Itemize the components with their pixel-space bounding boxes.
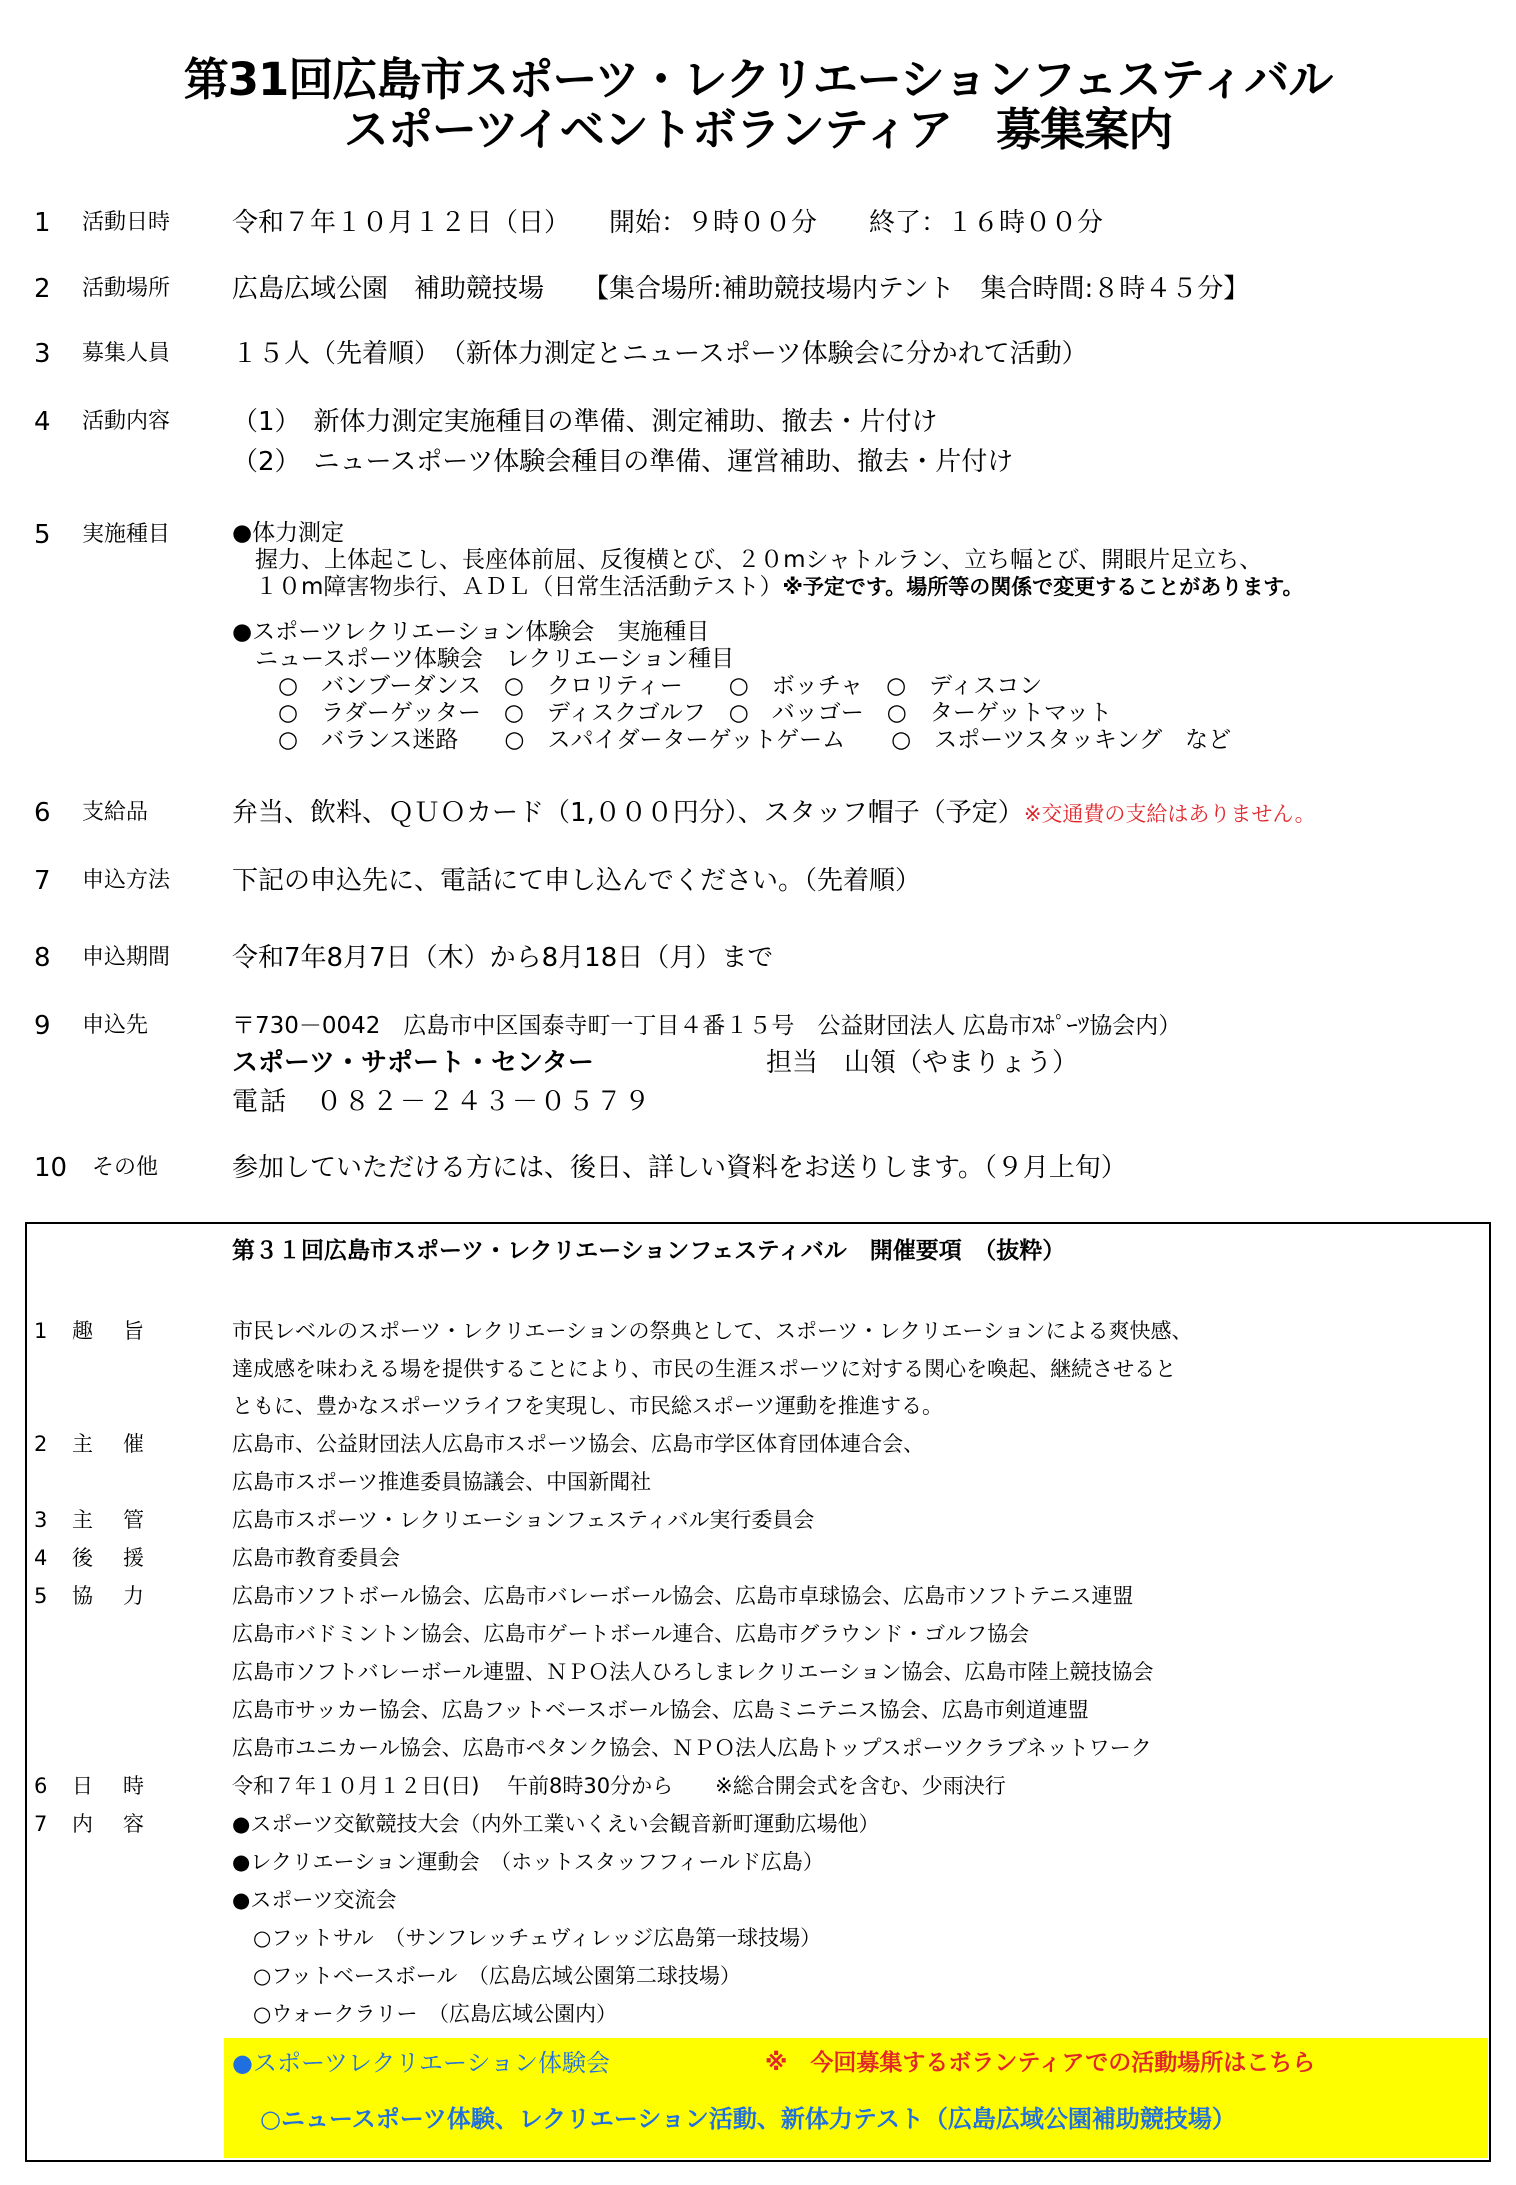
item-label: 活動日時 bbox=[82, 210, 171, 235]
box-row-value: ともに、豊かなスポーツライフを実現し、市民総スポーツ運動を推進する。 bbox=[232, 1394, 944, 1418]
item-label: 申込期間 bbox=[82, 945, 171, 970]
item-label: 実施種目 bbox=[82, 522, 171, 547]
events-line: 握力、上体起こし、長座体前屈、反復横とび、２０mシャトルラン、立ち幅とび、開眼片足立ち、 bbox=[232, 547, 1263, 573]
box-row-value: 広島市教育委員会 bbox=[232, 1546, 400, 1570]
box-row-label: 後援 bbox=[72, 1546, 174, 1570]
box-row-value: 広島市ソフトボール協会、広島市バレーボール協会、広島市卓球協会、広島市ソフトテニス連盟 bbox=[232, 1584, 1134, 1608]
box-row-number: 2 bbox=[34, 1432, 48, 1456]
box-row-value: ●レクリエーション運動会 （ホットスタッフフィールド広島） bbox=[232, 1850, 824, 1874]
box-row-number: 5 bbox=[34, 1584, 48, 1608]
box-row-value: 達成感を味わえる場を提供することにより、市民の生涯スポーツに対する関心を喚起、継続させると bbox=[232, 1357, 1177, 1381]
item-value: 令和7年8月7日（木）から8月18日（月）まで bbox=[232, 943, 774, 973]
events-line: ○ バランス迷路 ○ スパイダーターゲットゲーム ○ スポーツスタッキング など bbox=[232, 727, 1232, 753]
box-row-value: 市民レベルのスポーツ・レクリエーションの祭典として、スポーツ・レクリエーションによる爽快感、 bbox=[232, 1319, 1193, 1343]
box-row-label: 日時 bbox=[72, 1774, 174, 1798]
box-row-value: 広島市、公益財団法人広島市スポーツ協会、広島市学区体育団体連合会、 bbox=[232, 1432, 925, 1456]
item-number: 10 bbox=[34, 1153, 68, 1183]
box-row-value: 広島市ユニカール協会、広島市ペタンク協会、ＮＰＯ法人広島トップスポーツクラブネットワーク bbox=[232, 1736, 1152, 1760]
box-row-number: 4 bbox=[34, 1546, 48, 1570]
contact-address: 〒730－0042 広島市中区国泰寺町一丁目４番１５号 公益財団法人 広島市ｽﾎﾟｰﾂ協会内） bbox=[232, 1013, 1182, 1039]
events-line bbox=[232, 574, 1304, 601]
item-label: 申込先 bbox=[82, 1013, 149, 1038]
item-label: 支給品 bbox=[82, 800, 149, 825]
item-value: （2） ニュースポーツ体験会種目の準備、運営補助、撤去・片付け bbox=[232, 447, 1014, 477]
box-row-value: 広島市スポーツ・レクリエーションフェスティバル実行委員会 bbox=[232, 1508, 815, 1532]
box-row-value: 広島市ソフトバレーボール連盟、ＮＰＯ法人ひろしまレクリエーション協会、広島市陸上競技協会 bbox=[232, 1660, 1154, 1684]
box-title: 第３１回広島市スポーツ・レクリエーションフェスティバル 開催要項 （抜粋） bbox=[232, 1238, 1066, 1264]
box-row-label: 協力 bbox=[72, 1584, 174, 1608]
item-number: 5 bbox=[34, 520, 51, 550]
events-line: ○ バンブーダンス ○ クロリティー ○ ボッチャ ○ ディスコン bbox=[232, 673, 1043, 699]
item-value: （1） 新体力測定実施種目の準備、測定補助、撤去・片付け bbox=[232, 407, 938, 437]
events-line: ○ ラダーゲッター ○ ディスクゴルフ ○ バッゴー ○ ターゲットマット bbox=[232, 700, 1112, 726]
item-value: １５人（先着順） （新体力測定とニュースポーツ体験会に分かれて活動） bbox=[232, 339, 1088, 369]
highlight-detail: ○ニュースポーツ体験、レクリエーション活動、新体力テスト（広島広域公園補助競技場） bbox=[260, 2105, 1236, 2133]
contact-phone: 電話 ０８２－２４３－０５７９ bbox=[232, 1087, 653, 1117]
box-row-value: ●スポーツ交流会 bbox=[232, 1888, 397, 1912]
item-label: 活動内容 bbox=[82, 409, 171, 434]
highlight-note: ※ 今回募集するボランティアでの活動場所はこちら bbox=[765, 2050, 1316, 2076]
supplies-note: ※交通費の支給はありません。 bbox=[1023, 802, 1316, 826]
box-row-number: 1 bbox=[34, 1319, 48, 1343]
item-label: その他 bbox=[92, 1155, 159, 1180]
events-line: ●体力測定 bbox=[232, 520, 345, 546]
box-row-value: ●スポーツ交歓競技大会（内外工業いくえい会観音新町運動広場他） bbox=[232, 1812, 880, 1836]
events-line: ニュースポーツ体験会 レクリエーション種目 bbox=[232, 646, 735, 672]
item-number: 6 bbox=[34, 798, 51, 828]
box-row-number: 7 bbox=[34, 1812, 48, 1836]
contact-center: スポーツ・サポート・センター bbox=[232, 1048, 594, 1078]
box-row-value: ○フットサル （サンフレッチェヴィレッジ広島第一球技場） bbox=[232, 1926, 822, 1950]
item-number: 2 bbox=[34, 274, 51, 304]
box-row-value: ○フットベースボール （広島広域公園第二球技場） bbox=[232, 1964, 741, 1988]
item-label: 募集人員 bbox=[82, 341, 171, 366]
box-row-value: 令和７年１０月１２日(日) 午前8時30分から ※総合開会式を含む、少雨決行 bbox=[232, 1774, 1006, 1798]
box-row-label: 主催 bbox=[72, 1432, 174, 1456]
item-number: 9 bbox=[34, 1011, 51, 1041]
item-number: 4 bbox=[34, 407, 51, 437]
item-value: 下記の申込先に、電話にて申し込んでください。（先着順） bbox=[232, 866, 922, 896]
contact-person: 担当 山領（やまりょう） bbox=[766, 1048, 1079, 1078]
highlight-label: ●スポーツレクリエーション体験会 bbox=[232, 2049, 611, 2077]
item-value: 参加していただける方には、後日、詳しい資料をお送りします。（９月上旬） bbox=[232, 1153, 1127, 1183]
item-number: 8 bbox=[34, 943, 51, 973]
item-number: 1 bbox=[34, 208, 51, 238]
item-value bbox=[232, 794, 1316, 833]
item-number: 7 bbox=[34, 866, 51, 896]
box-row-number: 3 bbox=[34, 1508, 48, 1532]
item-value: 広島広域公園 補助競技場 【集合場所:補助競技場内テント 集合時間:８時４５分】 bbox=[232, 274, 1250, 304]
box-row-number: 6 bbox=[34, 1774, 48, 1798]
box-row-label: 趣旨 bbox=[72, 1319, 174, 1343]
box-row-label: 主管 bbox=[72, 1508, 174, 1532]
box-row-value: 広島市スポーツ推進委員協議会、中国新聞社 bbox=[232, 1470, 652, 1494]
item-value: 令和７年１０月１２日（日） 開始：９時００分 終了：１６時００分 bbox=[232, 208, 1104, 238]
supplies-text: 弁当、飲料、ＱＵＯカード（1,０００円分）、スタッフ帽子（予定） bbox=[232, 798, 1024, 828]
title-line-2: スポーツイベントボランティア 募集案内 bbox=[343, 103, 1173, 156]
box-row-value: 広島市サッカー協会、広島フットベースボール協会、広島ミニテニス協会、広島市剣道連盟 bbox=[232, 1698, 1089, 1722]
events-line: ●スポーツレクリエーション体験会 実施種目 bbox=[232, 619, 710, 645]
item-label: 申込方法 bbox=[82, 868, 171, 893]
box-row-value: ○ウォークラリー （広島広域公園内） bbox=[232, 2002, 617, 2026]
item-label: 活動場所 bbox=[82, 276, 171, 301]
title-line-1: 第31回広島市スポーツ・レクリエーションフェスティバル bbox=[183, 53, 1333, 106]
events-note: ※予定です。場所等の関係で変更することがあります。 bbox=[782, 575, 1304, 599]
events-text: １０m障害物歩行、ＡＤＬ（日常生活活動テスト） bbox=[232, 574, 783, 600]
box-row-label: 内容 bbox=[72, 1812, 174, 1836]
item-number: 3 bbox=[34, 339, 51, 369]
box-row-value: 広島市バドミントン協会、広島市ゲートボール連合、広島市グラウンド・ゴルフ協会 bbox=[232, 1622, 1030, 1646]
